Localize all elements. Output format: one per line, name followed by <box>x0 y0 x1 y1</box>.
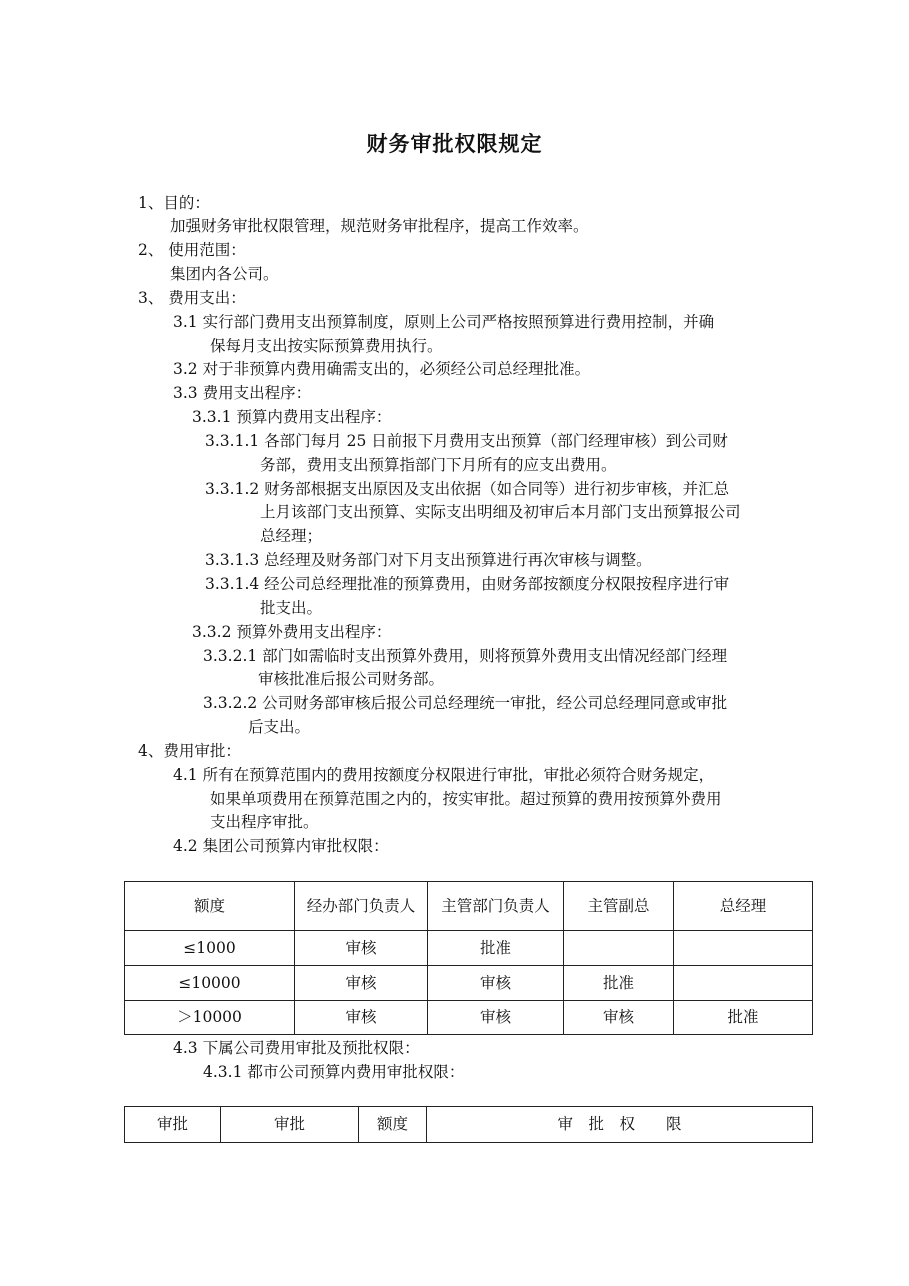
clause-3-2: 3.2 对于非预算内费用确需支出的，必须经公司总经理批准。 <box>173 360 591 378</box>
clause-3-3-1-1-line-2: 务部，费用支出预算指部门下月所有的应支出费用。 <box>260 456 617 474</box>
header-cell: 总经理 <box>674 882 813 931</box>
subsidiary-approval-table <box>124 1106 813 1143</box>
header-cell: 审批 <box>125 1107 221 1143</box>
table-row <box>125 966 813 1001</box>
clause-3-3: 3.3 费用支出程序： <box>173 384 312 402</box>
header-cell: 主管副总 <box>564 882 674 931</box>
clause-3-3-2-1-line-2: 审核批准后报公司财务部。 <box>258 670 445 688</box>
clause-3-3-1-2-line-2: 上月该部门支出预算、实际支出明细及初审后本月部门支出预算报公司 <box>260 503 741 521</box>
table-cell: 审核 <box>428 966 564 1001</box>
header-cell: 审批 <box>221 1107 359 1143</box>
header-cell: 主管部门负责人 <box>428 882 564 931</box>
table-cell: 批准 <box>674 1001 813 1035</box>
table-cell <box>674 931 813 966</box>
clause-3-3-1-4-line-2: 批支出。 <box>260 599 323 617</box>
clause-3-3-1-3: 3.3.1.3 总经理及财务部门对下月支出预算进行再次审核与调整。 <box>205 551 652 569</box>
header-cell: 额度 <box>125 882 295 931</box>
table-cell: 审核 <box>564 1001 674 1035</box>
section-3-heading: 3、 费用支出： <box>138 289 246 307</box>
section-2-text: 集团内各公司。 <box>170 265 279 283</box>
section-1-heading: 1、目的： <box>138 194 210 212</box>
clause-3-1-line-1: 3.1 实行部门费用支出预算制度，原则上公司严格按照预算进行费用控制，并确 <box>173 313 715 331</box>
clause-4-1-line-2: 如果单项费用在预算范围之内的，按实审批。超过预算的费用按预算外费用 <box>210 790 722 808</box>
table-cell <box>674 966 813 1001</box>
table-header-row <box>125 882 813 931</box>
section-4-heading: 4、费用审批： <box>138 742 241 760</box>
table-row <box>125 1001 813 1035</box>
table-cell: 审核 <box>428 1001 564 1035</box>
clause-3-3-1-1-line-1: 3.3.1.1 各部门每月 25 日前报下月费用支出预算（部门经理审核）到公司财 <box>205 432 728 450</box>
table-cell: ≤1000 <box>125 931 295 966</box>
section-1-text: 加强财务审批权限管理，规范财务审批程序，提高工作效率。 <box>170 217 589 235</box>
table-header-row <box>125 1107 813 1143</box>
clause-4-1-line-1: 4.1 所有在预算范围内的费用按额度分权限进行审批，审批必须符合财务规定， <box>173 766 715 784</box>
clause-3-1-line-2: 保每月支出按实际预算费用执行。 <box>210 337 443 355</box>
clause-3-3-2-1-line-1: 3.3.2.1 部门如需临时支出预算外费用，则将预算外费用支出情况经部门经理 <box>203 647 728 665</box>
table-cell: 审核 <box>295 931 428 966</box>
table-cell: 审核 <box>295 1001 428 1035</box>
header-cell: 经办部门负责人 <box>295 882 428 931</box>
document-title: 财务审批权限规定 <box>366 132 543 156</box>
clause-3-3-1-2-line-3: 总经理； <box>260 527 323 545</box>
header-cell: 额度 <box>359 1107 427 1143</box>
clause-4-1-line-3: 支出程序审批。 <box>210 813 319 831</box>
clause-3-3-1-4-line-1: 3.3.1.4 经公司总经理批准的预算费用，由财务部按额度分权限按程序进行审 <box>205 575 730 593</box>
approval-table-group <box>124 881 813 1035</box>
table-row <box>125 931 813 966</box>
table-cell: 批准 <box>564 966 674 1001</box>
clause-3-3-2-2-line-1: 3.3.2.2 公司财务部审核后报公司总经理统一审批，经公司总经理同意或审批 <box>203 694 728 712</box>
clause-4-3-1: 4.3.1 都市公司预算内费用审批权限： <box>203 1063 465 1081</box>
table-cell: 批准 <box>428 931 564 966</box>
clause-3-3-2-2-line-2: 后支出。 <box>248 718 311 736</box>
table-cell: ≤10000 <box>125 966 295 1001</box>
table-cell: ＞10000 <box>125 1001 295 1035</box>
section-2-heading: 2、 使用范围： <box>138 241 246 259</box>
table-cell: 审核 <box>295 966 428 1001</box>
clause-4-2: 4.2 集团公司预算内审批权限： <box>173 837 389 855</box>
clause-4-3: 4.3 下属公司费用审批及预批权限： <box>173 1039 420 1057</box>
header-cell: 审 批 权 限 <box>427 1107 813 1143</box>
clause-3-3-1: 3.3.1 预算内费用支出程序： <box>192 408 392 426</box>
clause-3-3-1-2-line-1: 3.3.1.2 财务部根据支出原因及支出依据（如合同等）进行初步审核，并汇总 <box>205 480 730 498</box>
clause-3-3-2: 3.3.2 预算外费用支出程序： <box>192 623 392 641</box>
table-cell <box>564 931 674 966</box>
